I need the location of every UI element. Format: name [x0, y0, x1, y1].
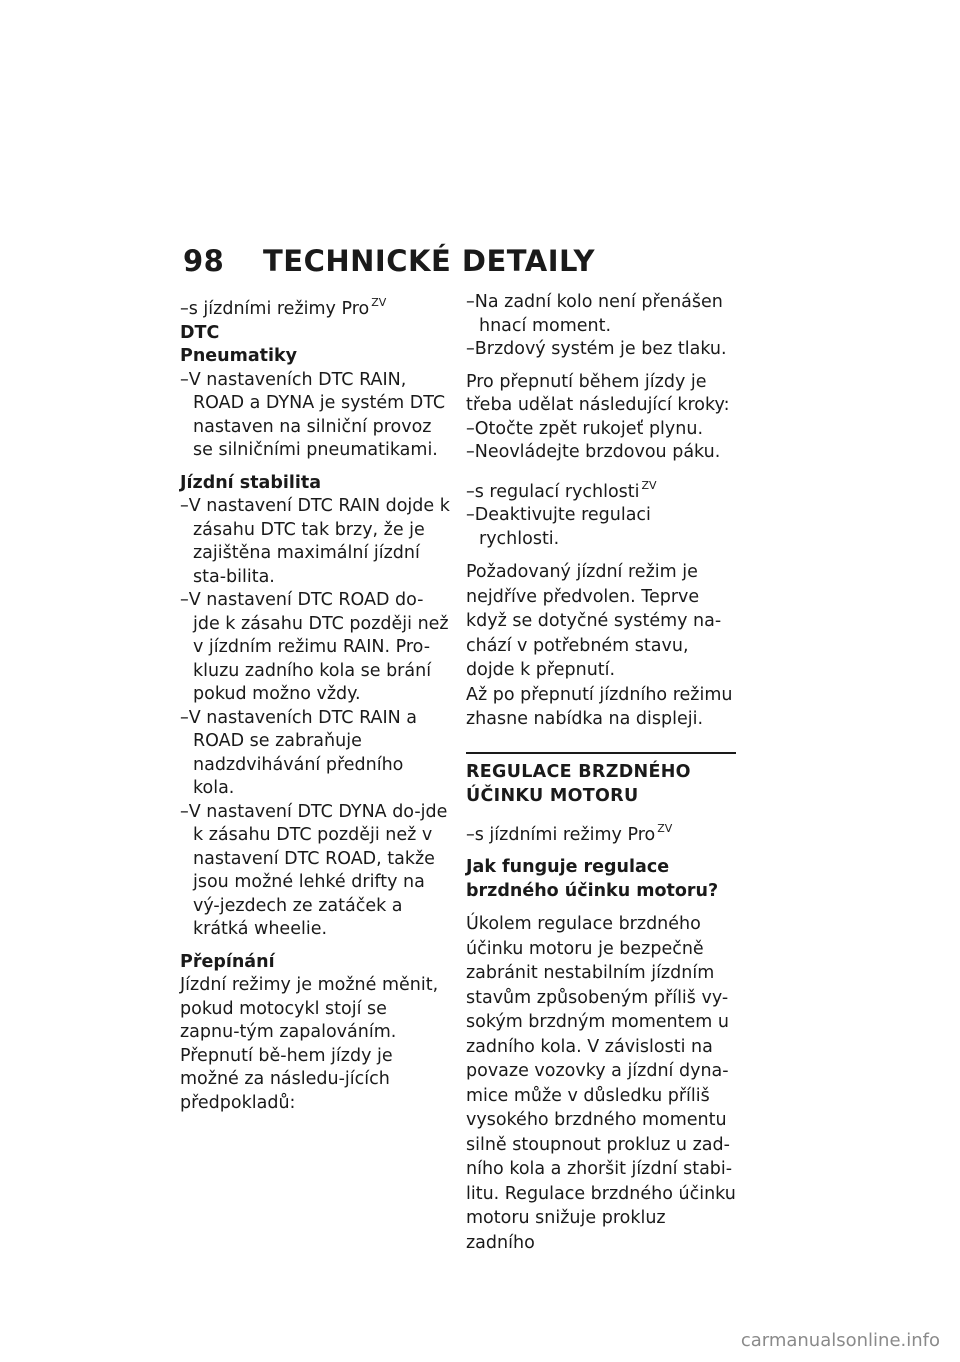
mode-requirement-right-text: –s jízdními režimy Pro — [466, 824, 656, 845]
stability-bullet-rain: –V nastavení DTC RAIN dojde k zásahu DTC tak brzy, že je zajištěna maximální jízdní sta-bilita. — [180, 496, 450, 587]
speed-control-requirement — [466, 474, 736, 505]
section-title-line2: ÚČINKU MOTORU — [466, 785, 639, 806]
page-title: TECHNICKÉ DETAILY — [263, 244, 595, 278]
page-number: 98 — [183, 244, 225, 278]
condition-bullet-torque: –Na zadní kolo není přenášen hnací moment. — [466, 292, 723, 336]
right-column — [466, 291, 736, 1255]
heading-stability: Jízdní stabilita — [180, 472, 322, 493]
mode-requirement-right — [466, 817, 736, 848]
optional-equipment-mark: ZV — [371, 296, 387, 309]
page-header — [183, 244, 595, 278]
optional-equipment-mark: ZV — [657, 821, 673, 835]
optional-equipment-mark: ZV — [641, 478, 657, 492]
stability-bullet-dyna: –V nastavení DTC DYNA do-jde k zásahu DTC později než v nastavení DTC ROAD, takže jsou možné lehké drifty na vý-jezdech ze zatáček a krátká wheelie. — [180, 801, 448, 939]
heading-dtc: DTC — [180, 322, 220, 343]
section-title-line1: REGULACE BRZDNÉHO — [466, 761, 691, 782]
heading-tyres: Pneumatiky — [180, 346, 298, 366]
stability-bullet-road: –V nastavení DTC ROAD do-jde k zásahu DTC později než v jízdním režimu RAIN. Pro-kluzu zadního kola se brání pokud možno vždy. — [180, 590, 449, 704]
left-column — [180, 291, 450, 1115]
question-heading: Jak funguje regulace brzdného účinku motoru? — [466, 857, 719, 901]
after-switch-text: Až po přepnutí jízdního režimu zhasne nabídka na displeji. — [466, 684, 733, 729]
switching-text: Jízdní režimy je možné měnit, pokud motocykl stojí se zapnu-tým zapalováním. Přepnutí bě-hem jízdy je možné za následu-jících předpokladů: — [180, 975, 439, 1113]
preselect-text: Požadovaný jízdní režim je nejdříve předvolen. Teprve když se dotyčné systémy na-chází v potřebném stavu, dojde k přepnutí. — [466, 562, 722, 680]
condition-bullet-brake: –Brzdový systém je bez tlaku. — [466, 339, 727, 359]
section-divider — [466, 752, 736, 754]
question-text: Úkolem regulace brzdného účinku motoru je bezpečně zabránit nestabilním jízdním stavům způsobeným příliš vy-sokým brzdným momentem u zadního kola. V závislosti na povaze vozovky a jízdní dyna-mice může v důsledku příliš vysokého brzdného momentu silně stoupnout prokluz u zad-ního kola a zhoršit jízdní stabi-litu. Regulace brzdného účinku motoru snižuje prokluz zadního — [466, 914, 736, 1253]
step-deactivate-speed: –Deaktivujte regulaci rychlosti. — [466, 505, 651, 549]
stability-bullet-wheelie: –V nastaveních DTC RAIN a ROAD se zabraňuje nadzdvihávání předního kola. — [180, 707, 418, 798]
during-ride-intro: Pro přepnutí během jízdy je třeba udělat následující kroky: — [466, 371, 730, 415]
step-throttle: –Otočte zpět rukojeť plynu. — [466, 418, 704, 439]
mode-requirement-text: –s jízdními režimy Pro — [180, 299, 370, 319]
speed-control-text: –s regulací rychlosti — [466, 481, 640, 502]
mode-requirement — [180, 291, 450, 322]
watermark: carmanualsonline.info — [740, 1330, 940, 1351]
step-brake-lever: –Neovládejte brzdovou páku. — [466, 442, 721, 462]
heading-switching: Přepínání — [180, 951, 275, 972]
tyres-bullet: –V nastaveních DTC RAIN, ROAD a DYNA je systém DTC nastaven na silniční provoz se silničními pneumatikami. — [180, 369, 446, 460]
